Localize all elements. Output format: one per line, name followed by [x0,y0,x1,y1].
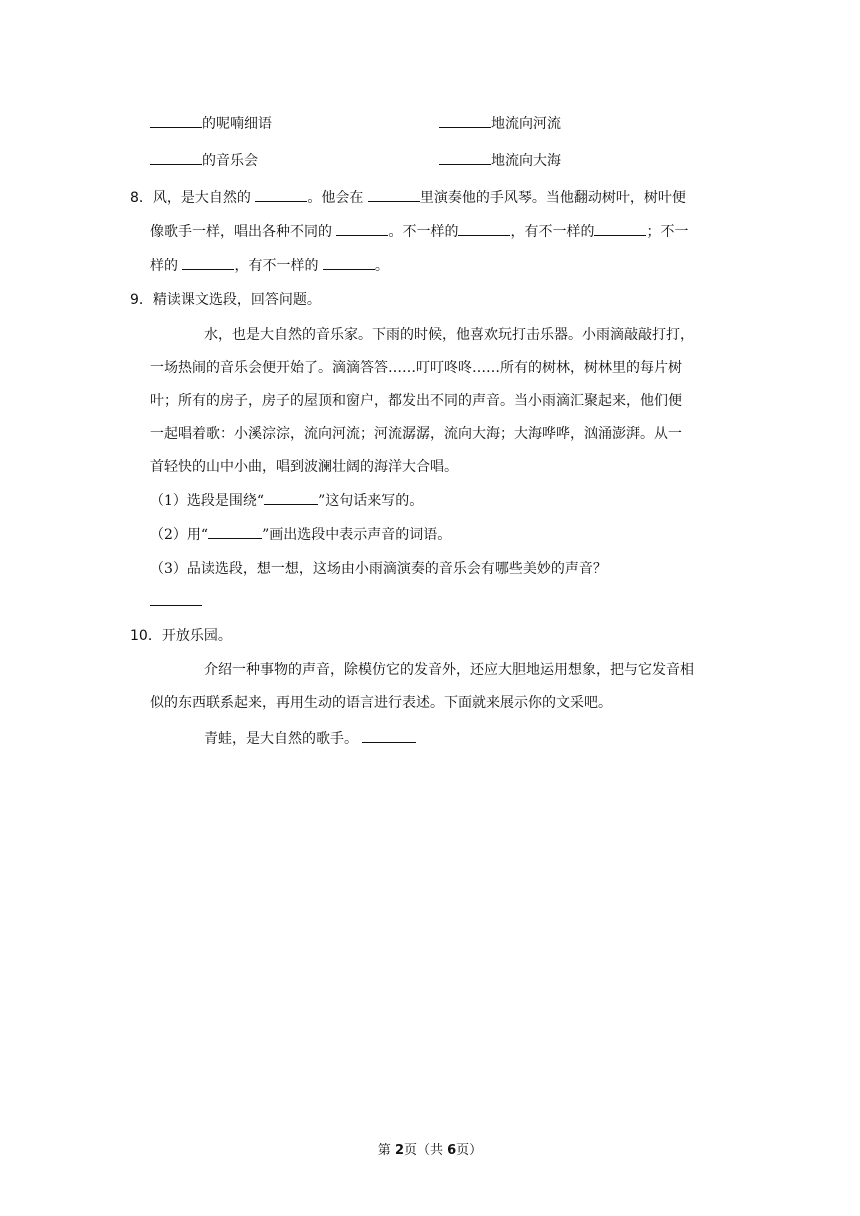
answer-blank[interactable] [439,151,491,165]
q7-item-d: 地流向大海 [439,151,561,171]
total-page-count: 6 [447,1143,457,1158]
q9-subquestion-1: （1）选段是围绕“ ”这句话来写的。 [150,493,424,509]
question-number: 9． [130,292,153,308]
question-number: 10． [130,628,162,644]
q7-item-a: 的呢喃细语 [150,114,272,134]
answer-blank[interactable] [150,114,202,128]
q9-passage-line: 一起唱着歌：小溪淙淙，流向河流；河流潺潺，流向大海；大海哗哗，汹涌澎湃。从一 [150,426,682,442]
q9-passage-line: 首轻快的山中小曲，唱到波澜壮阔的海洋大合唱。 [150,459,458,475]
q10-prompt: 青蛙，是大自然的歌手。 [204,729,416,749]
q9-subquestion-3: （3）品读选段，想一想，这场由小雨滴演奏的音乐会有哪些美妙的声音？ [150,561,607,577]
answer-blank[interactable] [264,491,318,505]
question-number: 8． [130,190,153,206]
answer-blank[interactable] [323,256,375,270]
answer-blank[interactable] [439,114,491,128]
answer-blank[interactable] [255,188,307,202]
q8-line-2: 像歌手一样，唱出各种不同的 。不一样的 ，有不一样的 ；不一 [150,224,689,240]
answer-blank[interactable] [458,222,510,236]
q10-title: 10．开放乐园。 [130,628,232,644]
current-page-number: 2 [394,1143,404,1158]
q9-passage-line: 一场热闹的音乐会便开始了。滴滴答答……叮叮咚咚……所有的树林，树林里的每片树 [150,360,682,376]
answer-blank[interactable] [150,151,202,165]
q9-answer-line [150,592,202,612]
answer-blank[interactable] [208,525,262,539]
q7-item-c: 的音乐会 [150,151,258,171]
q10-passage-line: 介绍一种事物的声音，除模仿它的发音外，还应大胆地运用想象，把与它发音相 [204,662,694,678]
answer-blank[interactable] [368,188,420,202]
answer-blank[interactable] [150,592,202,606]
q9-subquestion-2: （2）用“ ”画出选段中表示声音的词语。 [150,527,452,543]
q9-title: 9．精读课文选段，回答问题。 [130,292,321,308]
q10-passage-line: 似的东西联系起来，再用生动的语言进行表述。下面就来展示你的文采吧。 [150,695,612,711]
answer-blank[interactable] [336,222,388,236]
answer-blank[interactable] [182,256,234,270]
q9-passage-line: 叶；所有的房子，房子的屋顶和窗户，都发出不同的声音。当小雨滴汇聚起来，他们便 [150,393,682,409]
q7-item-b: 地流向河流 [439,114,561,134]
answer-blank[interactable] [362,729,416,743]
q9-passage-line: 水，也是大自然的音乐家。下雨的时候，他喜欢玩打击乐器。小雨滴敲敲打打， [204,327,694,343]
page-footer: 第 2页（共 6页） [377,1143,483,1158]
q8-line-1: 8．风，是大自然的 。他会在 里演奏他的手风琴。当他翻动树叶，树叶便 [130,190,686,206]
answer-blank[interactable] [594,222,646,236]
q8-line-3: 样的 ，有不一样的 。 [150,258,389,274]
